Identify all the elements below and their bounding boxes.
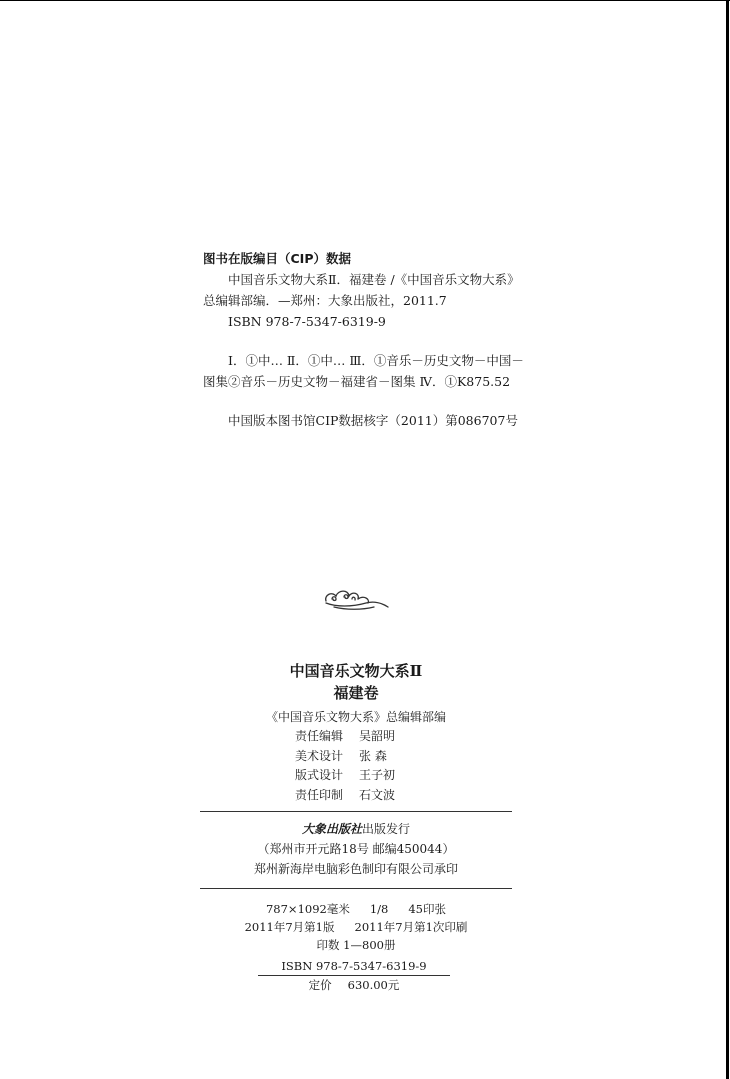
staff-name: 石文波 — [359, 787, 396, 802]
isbn: ISBN 978-7-5347-6319-9 — [258, 957, 450, 976]
staff-name: 张 森 — [359, 748, 387, 763]
divider — [200, 888, 512, 889]
cip-line-publisher: 总编辑部编．—郑州：大象出版社，2011.7 — [203, 293, 447, 308]
page-right-border — [726, 0, 729, 1079]
cip-line-title: 中国音乐文物大系Ⅱ．福建卷 /《中国音乐文物大系》 — [228, 272, 520, 287]
spec-edition: 2011年7月第1版 — [244, 920, 335, 934]
cloud-ornament-icon — [322, 585, 390, 613]
staff-row — [200, 766, 512, 786]
price-label: 定价 — [308, 978, 332, 992]
publisher-block — [200, 819, 512, 879]
publisher-line — [200, 819, 512, 839]
staff-name: 吴韶明 — [359, 729, 396, 743]
cip-data-block — [203, 248, 583, 431]
page-top-border — [0, 0, 730, 1]
staff-role: 版式设计 — [295, 768, 344, 782]
staff-row — [200, 727, 512, 747]
printer-name: 郑州新海岸电脑彩色制印有限公司承印 — [253, 862, 458, 876]
specs-row-print-run — [200, 936, 512, 954]
cip-line-classification-2: 图集②音乐－历史文物－福建省－图集 Ⅳ．①K875.52 — [203, 374, 511, 389]
staff-role: 责任印制 — [295, 787, 344, 802]
cip-line-classification-1: Ⅰ．①中… Ⅱ．①中… Ⅲ．①音乐－历史文物－中国－ — [228, 353, 524, 368]
staff-row — [200, 747, 512, 767]
publisher-name: 大象出版社 — [301, 822, 362, 836]
print-specs — [200, 900, 512, 954]
staff-role: 责任编辑 — [295, 729, 344, 743]
book-volume: 福建卷 — [333, 684, 379, 702]
staff-row — [200, 786, 512, 806]
spec-sheets: 45印张 — [408, 902, 446, 916]
spec-format: 1/8 — [369, 902, 389, 916]
specs-row-format — [200, 900, 512, 918]
cip-line-isbn: ISBN 978-7-5347-6319-9 — [228, 314, 386, 329]
specs-row-edition — [200, 918, 512, 936]
spec-paper-size: 787×1092毫米 — [265, 902, 350, 916]
publisher-address: （郑州市开元路18号 邮编450044） — [257, 842, 455, 856]
book-editor: 《中国音乐文物大系》总编辑部编 — [265, 710, 446, 724]
cip-heading: 图书在版编目（CIP）数据 — [203, 251, 351, 266]
spec-printing: 2011年7月第1次印刷 — [354, 920, 468, 934]
cip-spacer — [203, 332, 583, 350]
price-line — [258, 976, 450, 994]
book-title: 中国音乐文物大系Ⅱ — [289, 662, 423, 680]
price-value: 630.00元 — [347, 978, 400, 992]
staff-role: 美术设计 — [295, 748, 344, 763]
staff-list — [200, 727, 512, 805]
publisher-action: 出版发行 — [362, 822, 411, 836]
cip-spacer — [203, 392, 583, 410]
colophon-block — [200, 660, 512, 805]
divider — [200, 811, 512, 812]
cip-line-record-number: 中国版本图书馆CIP数据核字（2011）第086707号 — [228, 413, 518, 428]
spec-print-run: 印数 1—800册 — [316, 938, 396, 952]
staff-name: 王子初 — [359, 768, 396, 782]
